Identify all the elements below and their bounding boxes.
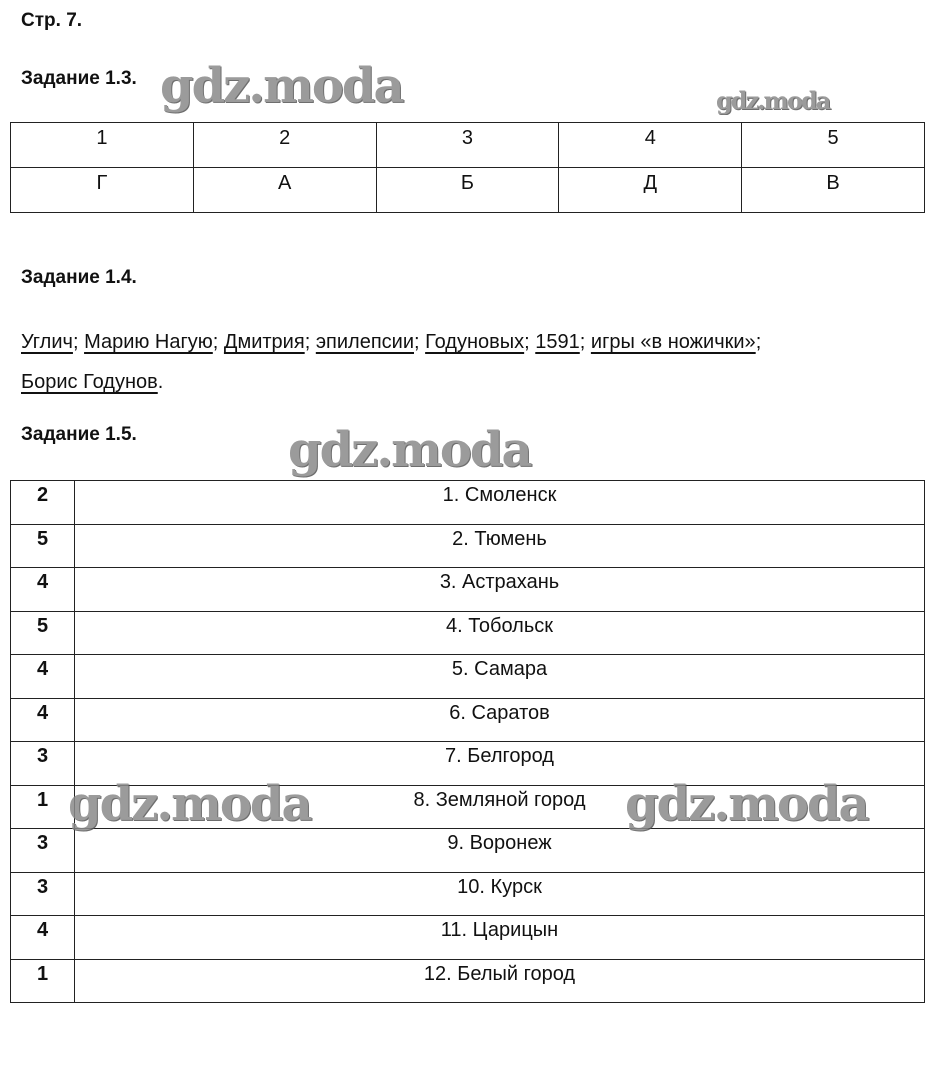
answer-item: игры «в ножички»: [590, 331, 756, 353]
score-cell: 2: [11, 481, 75, 525]
score-cell: 3: [11, 742, 75, 786]
city-cell: 9. Воронеж: [75, 829, 925, 873]
header-cell: 5: [742, 123, 925, 168]
score-cell: 4: [11, 916, 75, 960]
task-1-3-table: [10, 122, 925, 213]
watermark: gdz.moda: [625, 776, 868, 832]
header-cell: 4: [559, 123, 742, 168]
table-row: [11, 959, 925, 1003]
table-row: [11, 916, 925, 960]
city-cell: 1. Смоленск: [75, 481, 925, 525]
score-cell: 5: [11, 611, 75, 655]
header-cell: 2: [193, 123, 376, 168]
header-cell: 3: [376, 123, 559, 168]
table-row: [11, 872, 925, 916]
answer-item: 1591: [535, 331, 580, 353]
answer-cell: А: [193, 168, 376, 213]
answer-item: Борис Годунов: [21, 371, 158, 393]
score-cell: 4: [11, 655, 75, 699]
watermark: gdz.moda: [716, 86, 830, 115]
task-1-5-table: [10, 480, 925, 1003]
city-cell: 6. Саратов: [75, 698, 925, 742]
task-1-3-title: Задание 1.3.: [21, 68, 137, 89]
score-cell: 1: [11, 785, 75, 829]
city-cell: 2. Тюмень: [75, 524, 925, 568]
answer-item: Дмитрия: [223, 331, 305, 353]
task-1-4-title: Задание 1.4.: [21, 267, 137, 288]
table-row: [11, 568, 925, 612]
watermark: gdz.moda: [288, 422, 531, 478]
city-cell: 12. Белый город: [75, 959, 925, 1003]
watermark: gdz.moda: [160, 58, 403, 114]
score-cell: 3: [11, 872, 75, 916]
answer-item: Марию Нагую: [84, 331, 213, 353]
answer-item: эпилепсии: [315, 331, 414, 353]
header-cell: 1: [11, 123, 194, 168]
city-cell: 4. Тобольск: [75, 611, 925, 655]
table-row: [11, 829, 925, 873]
city-cell: 10. Курск: [75, 872, 925, 916]
score-cell: 5: [11, 524, 75, 568]
table-row: [11, 655, 925, 699]
score-cell: 4: [11, 568, 75, 612]
score-cell: 3: [11, 829, 75, 873]
page-number: Стр. 7.: [21, 10, 83, 31]
city-cell: 8. Земляной город: [75, 785, 925, 829]
answer-cell: В: [742, 168, 925, 213]
score-cell: 4: [11, 698, 75, 742]
city-cell: 5. Самара: [75, 655, 925, 699]
answer-cell: Г: [11, 168, 194, 213]
table-row: [11, 698, 925, 742]
answer-cell: Д: [559, 168, 742, 213]
watermark: gdz.moda: [68, 776, 311, 832]
table-row: [11, 524, 925, 568]
answer-item: Углич: [21, 331, 73, 353]
task-1-5-title: Задание 1.5.: [21, 424, 137, 445]
city-cell: 3. Астрахань: [75, 568, 925, 612]
task-1-4-answer: Углич; Марию Нагую; Дмитрия; эпилепсии; Годуновых; 1591; игры «в ножички»; Борис Годунов.: [21, 331, 762, 393]
table-row: [11, 611, 925, 655]
city-cell: 11. Царицын: [75, 916, 925, 960]
table-row: [11, 481, 925, 525]
answer-cell: Б: [376, 168, 559, 213]
answer-item: Годуновых: [425, 331, 525, 353]
city-cell: 7. Белгород: [75, 742, 925, 786]
score-cell: 1: [11, 959, 75, 1003]
